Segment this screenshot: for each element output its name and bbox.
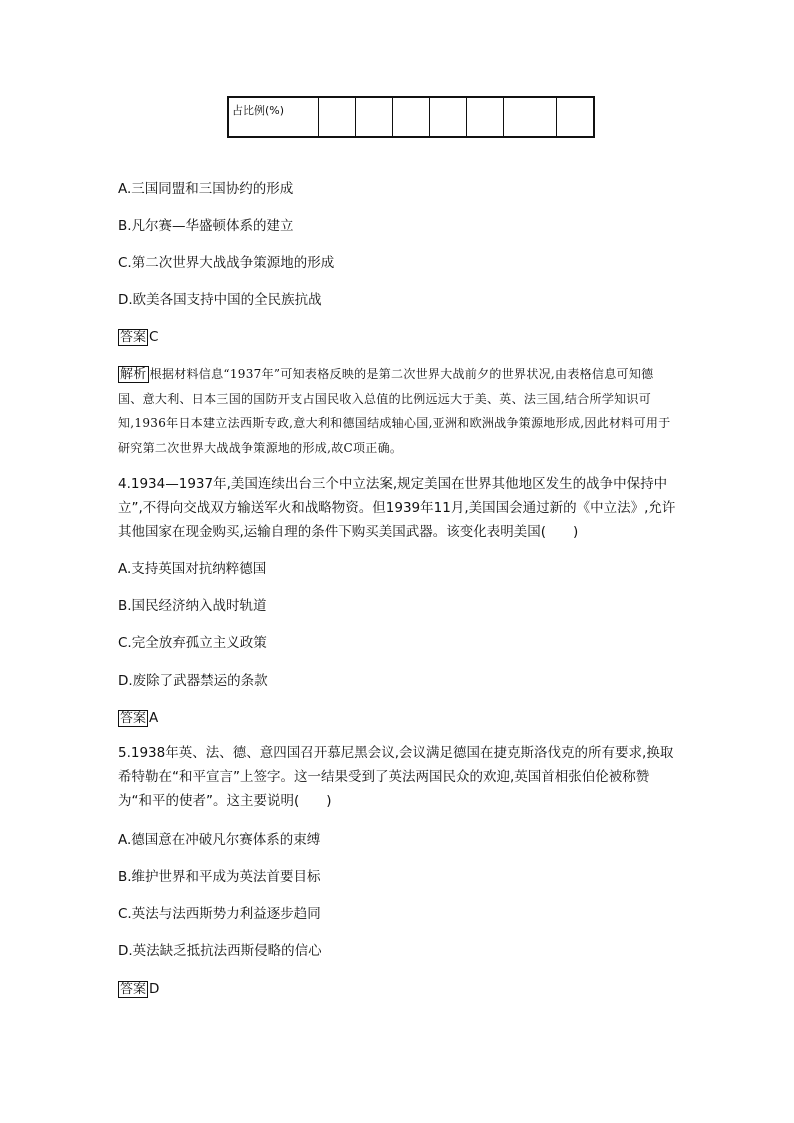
answer-tag: 答案 bbox=[120, 711, 147, 726]
table-cell bbox=[355, 97, 392, 137]
table-cell bbox=[556, 97, 594, 137]
answer-tag: 答案 bbox=[120, 982, 147, 997]
q5-stem: 5.1938年英、法、德、意四国召开慕尼黑会议,会议满足德国在捷克斯洛伐克的所有要求,换取希特勒在“和平宣言”上签字。这一结果受到了英法两国民众的欢迎,英国首相张伯伦被称赞为“和平的使者”。这主要说明( ) bbox=[118, 745, 674, 809]
answer-value: C bbox=[149, 329, 159, 345]
q3-option-c: C.第二次世界大战战争策源地的形成 bbox=[118, 255, 335, 271]
q3-option-d: D.欧美各国支持中国的全民族抗战 bbox=[118, 292, 322, 308]
table-row bbox=[228, 97, 594, 137]
q4-option-a: A.支持英国对抗纳粹德国 bbox=[118, 561, 267, 577]
answer-tag: 答案 bbox=[120, 330, 147, 345]
q3-analysis bbox=[118, 362, 678, 460]
q5-option-c: C.英法与法西斯势力利益逐步趋同 bbox=[118, 906, 321, 922]
analysis-tag: 解析 bbox=[120, 367, 147, 382]
defense-spending-table bbox=[227, 96, 595, 138]
table-cell bbox=[392, 97, 429, 137]
q4-answer bbox=[118, 709, 158, 727]
table-cell bbox=[466, 97, 503, 137]
table-cell bbox=[429, 97, 466, 137]
analysis-text: 根据材料信息“1937年”可知表格反映的是第二次世界大战前夕的世界状况,由表格信息可知德国、意大利、日本三国的国防开支占国民收入总值的比例远远大于美、英、法三国,结合所学知识可知,1936年日本建立法西斯专政,意大利和德国结成轴心国,亚洲和欧洲战争策源地形成,因此材料可用于研究第二次世界大战战争策源地的形成,故C项正确。 bbox=[118, 367, 671, 455]
q3-option-a: A.三国同盟和三国协约的形成 bbox=[118, 181, 294, 197]
q5-option-a: A.德国意在冲破凡尔赛体系的束缚 bbox=[118, 832, 321, 848]
q3-answer bbox=[118, 328, 158, 346]
answer-value: D bbox=[149, 981, 160, 997]
q5-option-b: B.维护世界和平成为英法首要目标 bbox=[118, 869, 321, 885]
q4-stem: 4.1934—1937年,美国连续出台三个中立法案,规定美国在世界其他地区发生的战争中保持中立”,不得向交战双方输送军火和战略物资。但1939年11月,美国国会通过新的《中立法》,允许其他国家在现金购买,运输自理的条件下购买美国武器。该变化表明美国( ) bbox=[118, 476, 676, 540]
q5-answer bbox=[118, 980, 159, 998]
q5-option-d: D.英法缺乏抵抗法西斯侵略的信心 bbox=[118, 943, 322, 959]
q4-option-c: C.完全放弃孤立主义政策 bbox=[118, 635, 267, 651]
table-cell bbox=[318, 97, 355, 137]
answer-value: A bbox=[149, 710, 159, 726]
q3-option-b: B.凡尔赛—华盛顿体系的建立 bbox=[118, 218, 294, 234]
row-label: 占比例(%) bbox=[228, 97, 318, 137]
q4-option-b: B.国民经济纳入战时轨道 bbox=[118, 598, 267, 614]
data-table bbox=[227, 96, 595, 138]
table-cell bbox=[503, 97, 556, 137]
q4-option-d: D.废除了武器禁运的条款 bbox=[118, 673, 268, 689]
